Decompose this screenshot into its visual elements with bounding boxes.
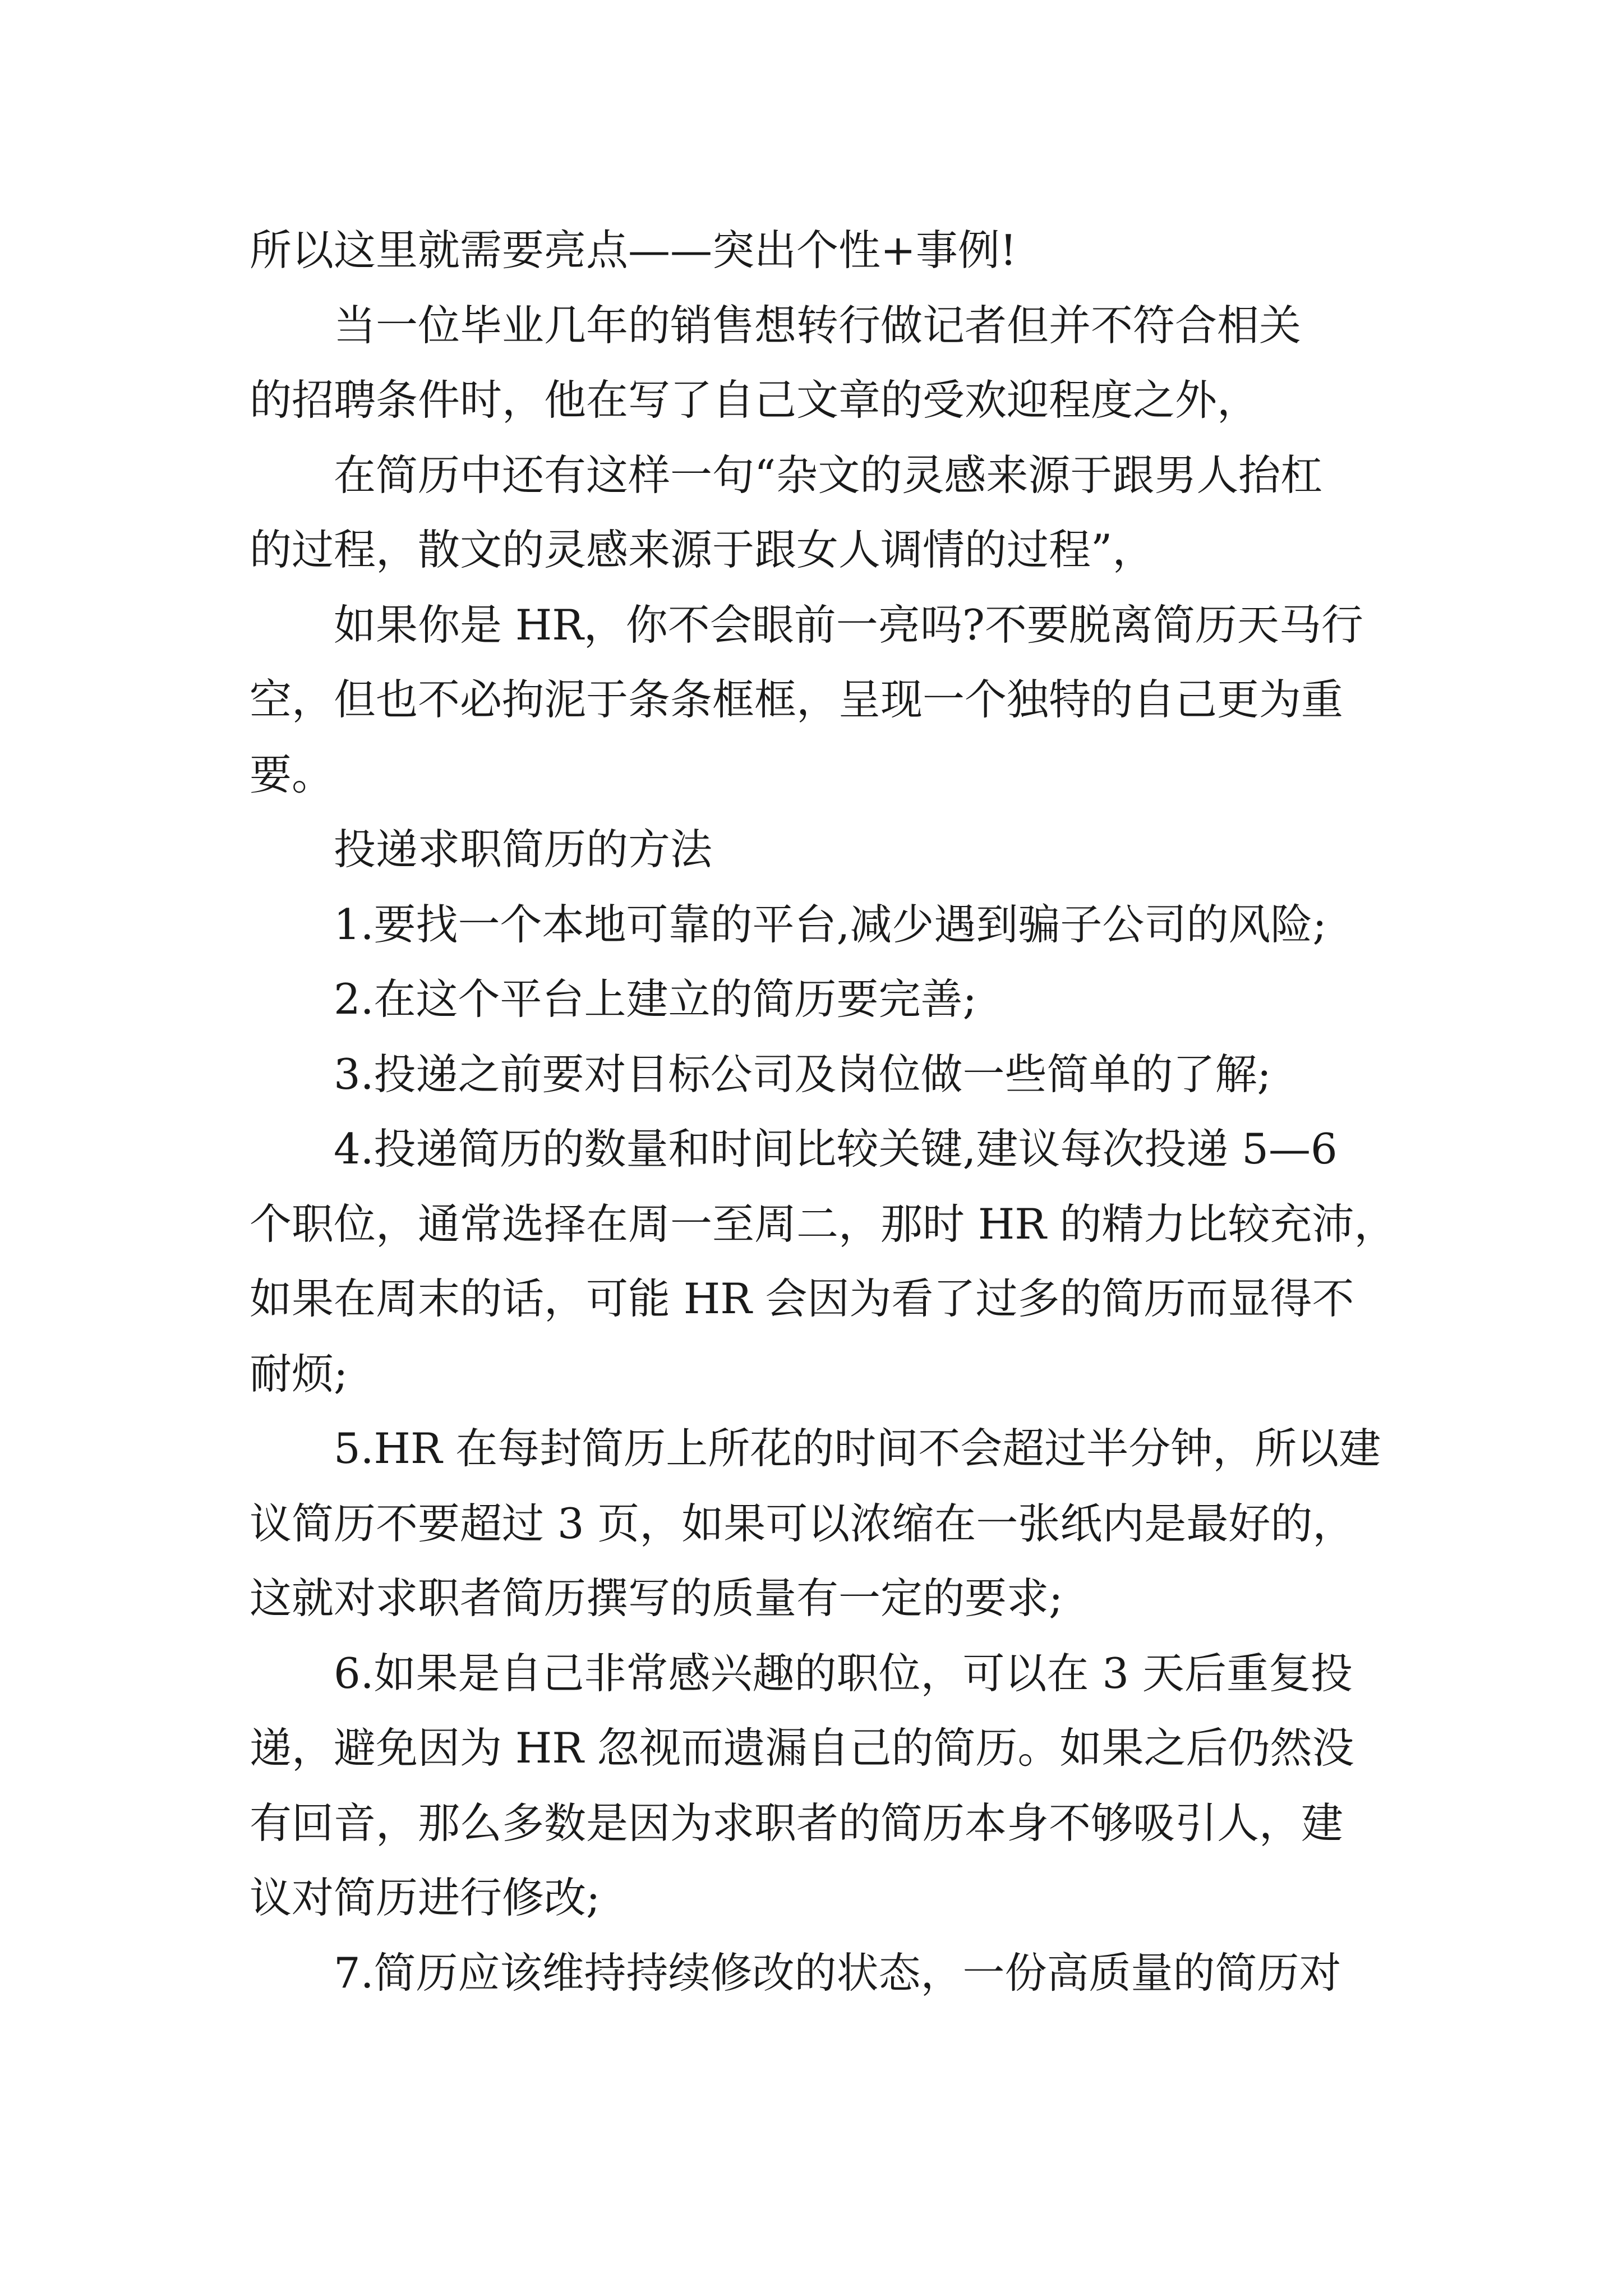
text-line: 有回音，那么多数是因为求职者的简历本身不够吸引人，建	[250, 1798, 1344, 1848]
list-item: 2.在这个平台上建立的简历要完善;	[334, 974, 977, 1024]
text-line: 递，避免因为 HR 忽视而遗漏自己的简历。如果之后仍然没	[250, 1723, 1354, 1773]
text-line: 的过程，散文的灵感来源于跟女人调情的过程”，	[250, 525, 1155, 574]
document-body	[250, 213, 1396, 2010]
text-line: 如果你是 HR，你不会眼前一亮吗?不要脱离简历天马行	[334, 600, 1363, 650]
text-line: 所以这里就需要亮点——突出个性+事例!	[250, 226, 1017, 275]
text-line: 这就对求职者简历撰写的质量有一定的要求;	[250, 1573, 1063, 1623]
text-line: 议简历不要超过 3 页，如果可以浓缩在一张纸内是最好的，	[250, 1498, 1355, 1548]
text-line: 要。	[250, 749, 334, 799]
text-line: 如果在周末的话，可能 HR 会因为看了过多的简历而显得不	[250, 1274, 1354, 1323]
text-line: 个职位，通常选择在周一至周二，那时 HR 的精力比较充沛，	[250, 1199, 1396, 1249]
list-item: 5.HR 在每封简历上所花的时间不会超过半分钟，所以建	[334, 1424, 1381, 1473]
text-line: 空，但也不必拘泥于条条框框，呈现一个独特的自己更为重	[250, 675, 1344, 724]
list-item: 6.如果是自己非常感兴趣的职位，可以在 3 天后重复投	[334, 1648, 1353, 1698]
section-heading: 投递求职简历的方法	[334, 825, 713, 874]
text-line: 当一位毕业几年的销售想转行做记者但并不符合相关	[334, 300, 1302, 350]
list-item: 7.简历应该维持持续修改的状态，一份高质量的简历对	[334, 1948, 1341, 1998]
text-line: 的招聘条件时，他在写了自己文章的受欢迎程度之外，	[250, 375, 1260, 425]
list-item: 4.投递简历的数量和时间比较关键,建议每次投递 5—6	[334, 1124, 1338, 1174]
list-item: 3.投递之前要对目标公司及岗位做一些简单的了解;	[334, 1049, 1271, 1099]
text-line: 耐烦;	[250, 1349, 348, 1398]
text-line: 议对简历进行修改;	[250, 1873, 601, 1922]
list-item: 1.要找一个本地可靠的平台,减少遇到骗子公司的风险;	[334, 899, 1327, 949]
text-line: 在简历中还有这样一句“杂文的灵感来源于跟男人抬杠	[334, 450, 1323, 500]
